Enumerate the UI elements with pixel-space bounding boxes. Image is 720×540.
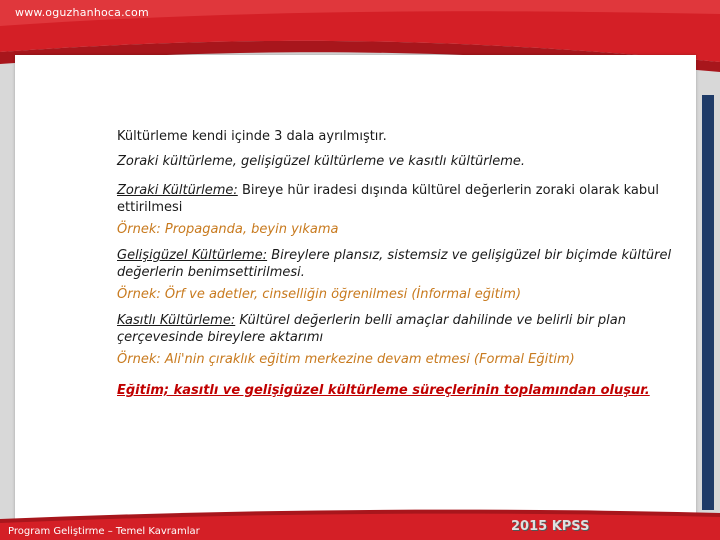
footer-course-title: Program Geliştirme – Temel Kavramlar — [8, 526, 200, 537]
site-url: www.oguzhanhoca.com — [15, 6, 149, 19]
definition-gelisiguzel — [117, 247, 677, 281]
definition-gelisiguzel-text: Bireylere plansız, sistemsiz ve gelişigüzel bir biçimde kültürel değerlerin benimsettirilmesi. — [117, 248, 672, 280]
intro-text: Kültürleme kendi içinde 3 dala ayrılmıştır. — [117, 129, 387, 144]
example-gelisiguzel: Örnek: Örf ve adetler, cinselliğin öğrenilmesi (İnformal eğitim) — [117, 287, 522, 302]
conclusion-text — [117, 382, 677, 399]
right-accent-bar — [702, 95, 714, 510]
definition-kasitli — [117, 312, 677, 346]
conclusion-text-inner: Eğitim; kasıtlı ve gelişigüzel kültürleme süreçlerinin toplamından oluşur. — [117, 383, 650, 398]
term-gelisiguzel: Gelişigüzel Kültürleme: — [117, 248, 268, 263]
term-zoraki: Zoraki Kültürleme: — [117, 183, 238, 198]
definition-zoraki-text: Bireye hür iradesi dışında kültürel değerlerin zoraki olarak kabul ettirilmesi — [117, 183, 659, 215]
slide-content — [117, 128, 677, 399]
example-kasitli: Örnek: Ali'nin çıraklık eğitim merkezine devam etmesi (Formal Eğitim) — [117, 352, 575, 367]
footer-exam-label: 2015 KPSS — [511, 519, 590, 534]
term-kasitli: Kasıtlı Kültürleme: — [117, 313, 236, 328]
definition-kasitli-text: Kültürel değerlerin belli amaçlar dahilinde ve belirli bir plan çerçevesinde bireylere aktarımı — [117, 313, 626, 345]
example-zoraki: Örnek: Propaganda, beyin yıkama — [117, 222, 339, 237]
definition-zoraki — [117, 182, 677, 216]
types-text: Zoraki kültürleme, gelişigüzel kültürleme ve kasıtlı kültürleme. — [117, 154, 526, 169]
